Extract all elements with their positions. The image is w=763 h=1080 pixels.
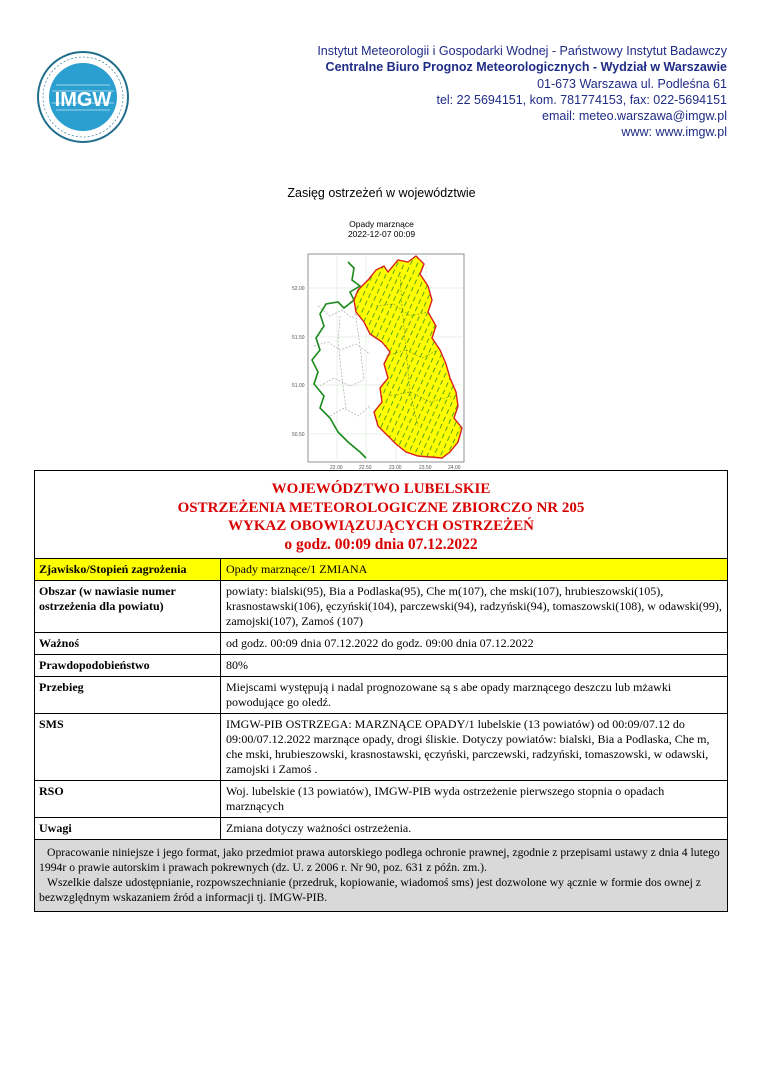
- institute-name: Instytut Meteorologii i Gospodarki Wodnej - Państwowy Instytut Badawczy: [317, 44, 727, 58]
- x-tick: 23.50: [419, 465, 432, 470]
- warning-map: [290, 246, 470, 470]
- row-label: Przebieg: [35, 677, 221, 713]
- row-value: powiaty: bialski(95), Bia a Podlaska(95), Che m(107), che mski(107), hrubieszowski(105), krasnostawski(106), ęczyński(104), parczewski(94), radzyński(94), tomaszowski(108), w odawski(99), zamojski(107), Zamoś (107): [226, 584, 722, 628]
- table-row: [35, 580, 727, 632]
- table-row: [35, 713, 727, 780]
- y-tick: 51.00: [292, 383, 305, 389]
- address: 01-673 Warszawa ul. Podleśna 61: [537, 76, 727, 91]
- office-name: Centralne Biuro Prognoz Meteorologicznych - Wydział w Warszawie: [325, 60, 727, 75]
- table-row: [35, 676, 727, 713]
- map-caption-date: 2022-12-07 00:09: [347, 229, 416, 239]
- title-list: WYKAZ OBOWIĄZUJĄCYCH OSTRZEŻEŃ: [228, 518, 534, 534]
- x-tick: 23.00: [389, 465, 402, 470]
- table-row: [35, 654, 727, 676]
- row-label: Obszar (w nawiasie numer ostrzeżenia dla powiatu): [35, 581, 221, 632]
- row-label: Prawdopodobieństwo: [35, 655, 221, 676]
- row-value: Miejscami występują i nadal prognozowane są s abe opady marznącego deszczu lub mżawki powodujące go oledź.: [226, 680, 672, 709]
- title-date: o godz. 00:09 dnia 07.12.2022: [284, 535, 478, 553]
- title-region: WOJEWÓDZTWO LUBELSKIE: [271, 481, 491, 497]
- y-tick: 52.00: [292, 286, 305, 292]
- title-bulletin: OSTRZEŻENIA METEOROLOGICZNE ZBIORCZO NR 205: [177, 499, 585, 516]
- row-value: 80%: [226, 658, 248, 672]
- redistribution-note: Wszelkie dalsze udostępnianie, rozpowszechnianie (przedruk, kopiowanie, wiadomoś sms) jest dozwolone wy ącznie w formie dos ownej z bezwzględnym wskazaniem źród a informacji tj. IMGW-PIB.: [39, 876, 701, 904]
- map-caption: [0, 219, 763, 239]
- row-value: Zmiana dotyczy ważności ostrzeżenia.: [226, 821, 412, 835]
- document-title: [35, 471, 727, 558]
- map-heading: Zasięg ostrzeżeń w województwie: [287, 186, 476, 200]
- row-value: Woj. lubelskie (13 powiatów), IMGW-PIB wyda ostrzeżenie pierwszego stopnia o opadach marznących: [226, 784, 665, 813]
- warning-sheet: [34, 470, 728, 912]
- website[interactable]: www: www.imgw.pl: [621, 125, 727, 140]
- logo-text: IMGW: [54, 89, 112, 111]
- table-row: [35, 632, 727, 654]
- y-tick: 51.50: [292, 335, 305, 341]
- row-value: IMGW-PIB OSTRZEGA: MARZNĄCE OPADY/1 lubelskie (13 powiatów) od 00:09/07.12 do 09:00/07.12.2022 marznące opady, drogi śliskie. Dotyczy powiatów: bialski, Bia a Podlaska, Che m, che mski, hrubieszowski, krasnostawski, ęczyński, parczewski, radzyński, tomaszowski, w odawski, zamojski i Zamoś .: [226, 717, 710, 776]
- y-tick: 50.50: [292, 432, 305, 438]
- copyright-note: Opracowanie niniejsze i jego format, jako przedmiot prawa autorskiego podlega ochronie prawnej, zgodnie z przepisami ustawy z dnia 4 lutego 1994r o prawie autorskim i prawach pokrewnych (dz. U. z 2006 r. Nr 90, poz. 631 z późn. zm.).: [39, 846, 720, 874]
- imgw-logo: [36, 50, 130, 144]
- table-row: [35, 817, 727, 839]
- row-label: Zjawisko/Stopień zagrożenia: [35, 559, 221, 580]
- row-value: od godz. 00:09 dnia 07.12.2022 do godz. 09:00 dnia 07.12.2022: [226, 636, 534, 650]
- copyright-footer: [35, 839, 727, 911]
- map-caption-title: Opady marznące: [349, 219, 414, 229]
- email[interactable]: email: meteo.warszawa@imgw.pl: [542, 109, 727, 124]
- row-label: RSO: [35, 781, 221, 817]
- phone: tel: 22 5694151, kom. 781774153, fax: 022-5694151: [436, 92, 727, 107]
- institute-header: [207, 43, 727, 141]
- table-row: [35, 558, 727, 580]
- table-row: [35, 780, 727, 817]
- row-label: SMS: [35, 714, 221, 780]
- x-tick: 22.50: [359, 465, 372, 470]
- row-label: Uwagi: [35, 818, 221, 839]
- row-value: Opady marznące/1 ZMIANA: [226, 562, 368, 576]
- row-label: Ważnoś: [35, 633, 221, 654]
- x-tick: 22.00: [330, 465, 343, 470]
- x-tick: 24.00: [448, 465, 461, 470]
